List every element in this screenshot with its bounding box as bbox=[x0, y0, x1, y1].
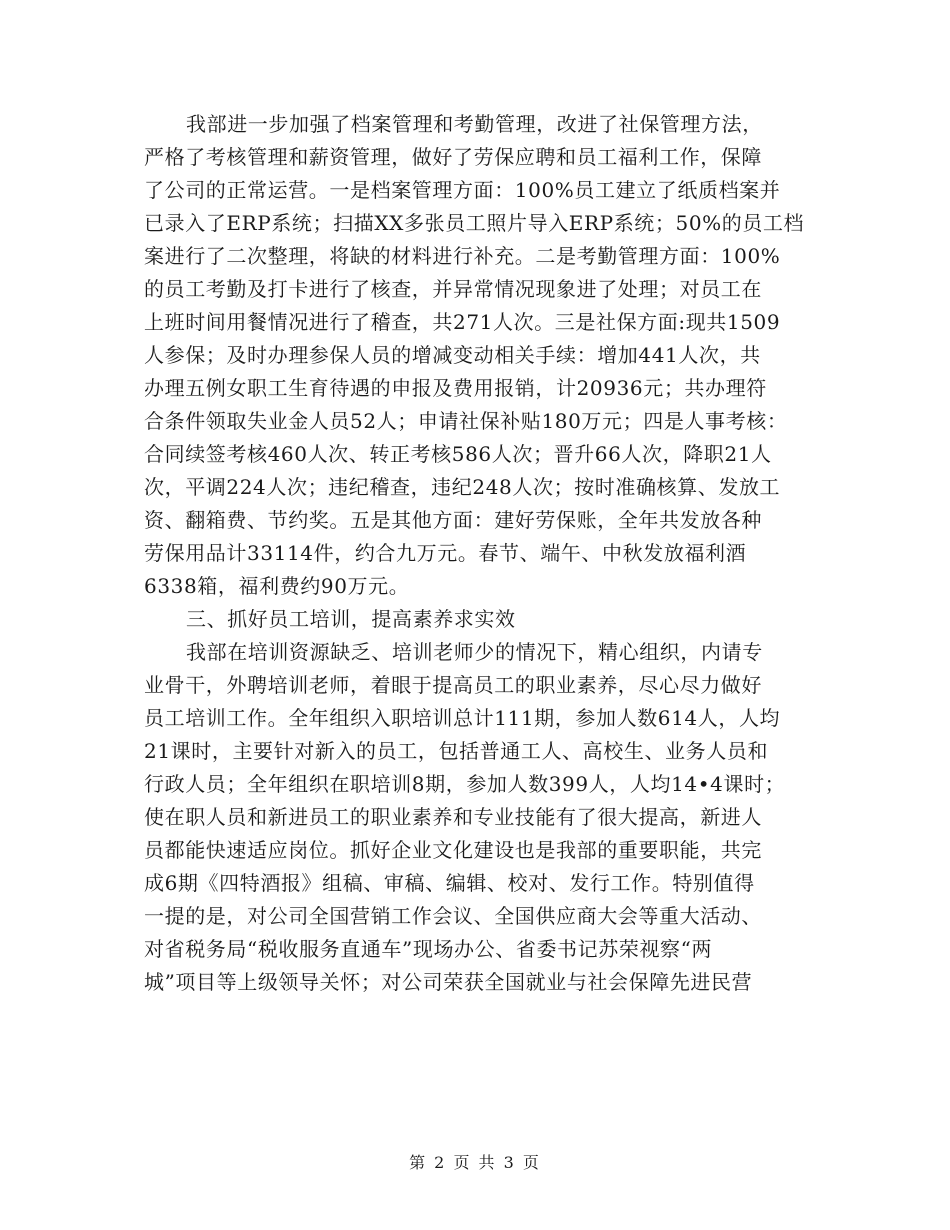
page-number: 第 2 页 共 3 页 bbox=[409, 1153, 541, 1172]
text-line: 对省税务局“税收服务直通车”现场办公、省委书记苏荣视察“两 bbox=[144, 937, 713, 961]
text-line: 员工培训工作。全年组织入职培训总计111期，参加人数614人，人均 bbox=[144, 706, 781, 730]
text-line: 上班时间用餐情况进行了稽查，共271人次。三是社保方面:现共1509 bbox=[144, 310, 781, 334]
text-line: 次，平调224人次；违纪稽查，违纪248人次；按时准确核算、发放工 bbox=[144, 475, 781, 499]
section-heading: 三、抓好员工培训，提高素养求实效 bbox=[186, 607, 516, 631]
text-line: 成6期《四特酒报》组稿、审稿、编辑、校对、发行工作。特别值得 bbox=[144, 871, 755, 895]
text-line: 使在职人员和新进员工的职业素养和专业技能有了很大提高，新进人 bbox=[144, 805, 762, 829]
text-line: 劳保用品计33114件，约合九万元。春节、端午、中秋发放福利酒 bbox=[144, 541, 747, 565]
text-line: 业骨干，外聘培训老师，着眼于提高员工的职业素养，尽心尽力做好 bbox=[144, 673, 762, 697]
text-line: 案进行了二次整理，将缺的材料进行补充。二是考勤管理方面：100% bbox=[144, 244, 781, 268]
text-line: 城”项目等上级领导关怀；对公司荣获全国就业与社会保障先进民营 bbox=[144, 970, 753, 994]
text-line: 资、翻箱费、节约奖。五是其他方面：建好劳保账，全年共发放各种 bbox=[144, 508, 762, 532]
text-line: 的员工考勤及打卡进行了核查，并异常情况现象进了处理；对员工在 bbox=[144, 277, 762, 301]
text-line: 一提的是，对公司全国营销工作会议、全国供应商大会等重大活动、 bbox=[144, 904, 762, 928]
text-line: 6338箱，福利费约90万元。 bbox=[144, 574, 410, 598]
paragraph-archive-attendance bbox=[144, 108, 814, 603]
text-line: 合同续签考核460人次、转正考核586人次；晋升66人次，降职21人 bbox=[144, 442, 772, 466]
text-line: 员都能快速适应岗位。抓好企业文化建设也是我部的重要职能，共完 bbox=[144, 838, 762, 862]
text-line: 严格了考核管理和薪资管理，做好了劳保应聘和员工福利工作，保障 bbox=[144, 145, 762, 169]
text-line: 我部进一步加强了档案管理和考勤管理，改进了社保管理方法， bbox=[186, 112, 763, 136]
text-line: 21课时，主要针对新入的员工，包括普通工人、高校生、业务人员和 bbox=[144, 739, 769, 763]
text-line: 合条件领取失业金人员52人；申请社保补贴180万元；四是人事考核： bbox=[144, 409, 788, 433]
text-line: 已录入了ERP系统；扫描XX多张员工照片导入ERP系统；50%的员工档 bbox=[144, 211, 805, 235]
text-line: 了公司的正常运营。一是档案管理方面：100%员工建立了纸质档案并 bbox=[144, 178, 781, 202]
text-line: 我部在培训资源缺乏、培训老师少的情况下，精心组织，内请专 bbox=[186, 640, 763, 664]
text-line: 行政人员；全年组织在职培训8期，参加人数399人，人均14•4课时； bbox=[144, 772, 786, 796]
text-line: 人参保；及时办理参保人员的增减变动相关手续：增加441人次，共 bbox=[144, 343, 761, 367]
paragraph-training bbox=[144, 636, 814, 999]
text-line: 办理五例女职工生育待遇的申报及费用报销，计20936元；共办理符 bbox=[144, 376, 767, 400]
document-body bbox=[144, 108, 814, 999]
